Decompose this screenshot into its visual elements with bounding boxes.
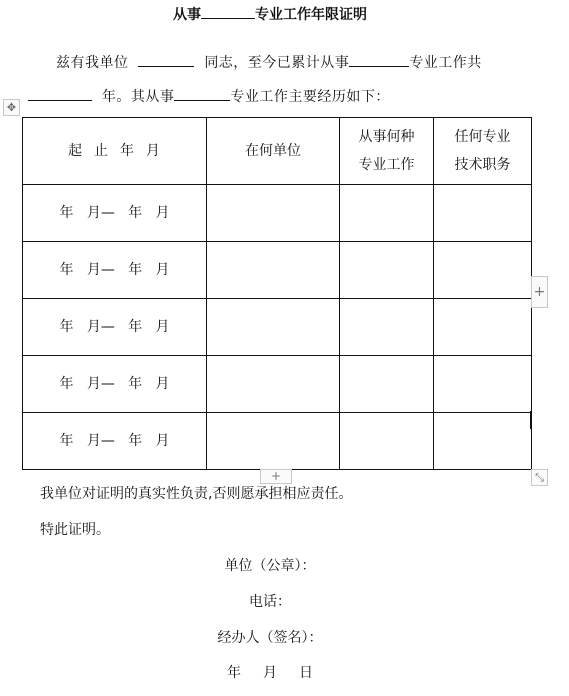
- cell-specialty[interactable]: [340, 356, 434, 413]
- table-row: [23, 299, 532, 356]
- table-row: [23, 185, 532, 242]
- diagonal-arrows-icon[interactable]: ⤡: [531, 469, 548, 486]
- header-specialty-line2: 专业工作: [358, 157, 415, 173]
- cell-period[interactable]: [23, 299, 207, 356]
- date-line: [0, 662, 540, 682]
- header-specialty-line1: 从事何种: [358, 129, 415, 145]
- cell-position[interactable]: [434, 356, 532, 413]
- document-title: [0, 4, 540, 24]
- intro-line-2: [28, 86, 390, 106]
- move-cross-icon[interactable]: ✥: [3, 99, 20, 116]
- cell-unit[interactable]: [207, 299, 340, 356]
- cell-period[interactable]: [23, 185, 207, 242]
- title-suffix: 专业工作年限证明: [255, 7, 367, 23]
- cell-unit[interactable]: [207, 185, 340, 242]
- header-position-line2: 技术职务: [454, 157, 511, 173]
- cell-specialty[interactable]: [340, 242, 434, 299]
- intro-part4: 年。其从事: [101, 89, 175, 105]
- cell-position[interactable]: [434, 299, 532, 356]
- header-specialty[interactable]: [340, 118, 434, 185]
- period-text: 年 月— 年 月: [59, 433, 170, 449]
- unit-seal-label: 单位（公章）：: [224, 558, 316, 574]
- handler-label: 经办人（签名）：: [217, 630, 323, 646]
- table-row: [23, 242, 532, 299]
- title-prefix: 从事: [173, 7, 201, 23]
- date-month: 月: [263, 665, 277, 681]
- cell-period[interactable]: [23, 356, 207, 413]
- period-text: 年 月— 年 月: [59, 205, 170, 221]
- period-text: 年 月— 年 月: [59, 262, 170, 278]
- specialty-blank-1[interactable]: [349, 54, 409, 67]
- table-row: [23, 413, 532, 470]
- header-unit-label: 在何单位: [245, 143, 301, 159]
- cell-specialty[interactable]: [340, 413, 434, 470]
- header-position[interactable]: [434, 118, 532, 185]
- intro-part1: 兹有我单位: [56, 55, 129, 71]
- period-text: 年 月— 年 月: [59, 376, 170, 392]
- intro-part5: 专业工作主要经历如下：: [230, 89, 390, 105]
- table-row: [23, 356, 532, 413]
- cell-period[interactable]: [23, 413, 207, 470]
- cell-period[interactable]: [23, 242, 207, 299]
- specialty-blank-2[interactable]: [174, 88, 230, 101]
- date-year: 年: [227, 665, 241, 681]
- intro-line-1: [56, 52, 482, 72]
- header-unit[interactable]: [207, 118, 340, 185]
- header-period-label: 起 止 年 月: [68, 143, 161, 159]
- date-day: 日: [299, 665, 313, 681]
- years-blank[interactable]: [28, 88, 92, 101]
- cell-position[interactable]: [434, 242, 532, 299]
- add-column-plus-icon[interactable]: +: [531, 276, 548, 308]
- title-blank[interactable]: [201, 6, 255, 19]
- cell-position[interactable]: [434, 185, 532, 242]
- cell-specialty[interactable]: [340, 185, 434, 242]
- text-cursor: [530, 411, 532, 429]
- cell-unit[interactable]: [207, 242, 340, 299]
- intro-part3: 专业工作共: [409, 55, 482, 71]
- phone-label: 电话：: [249, 594, 291, 610]
- closing: 特此证明。: [40, 522, 110, 538]
- table-header-row: [23, 118, 532, 185]
- add-row-plus-icon[interactable]: +: [260, 469, 292, 484]
- cell-position[interactable]: [434, 413, 532, 470]
- cell-unit[interactable]: [207, 356, 340, 413]
- header-position-line1: 任何专业: [454, 129, 511, 145]
- period-text: 年 月— 年 月: [59, 319, 170, 335]
- intro-part2: 同志，至今已累计从事: [204, 55, 350, 71]
- header-period[interactable]: [23, 118, 207, 185]
- experience-table: [22, 117, 532, 470]
- statement: 我单位对证明的真实性负责,否则愿承担相应责任。: [40, 486, 353, 502]
- cell-unit[interactable]: [207, 413, 340, 470]
- name-blank[interactable]: [138, 54, 194, 67]
- cell-specialty[interactable]: [340, 299, 434, 356]
